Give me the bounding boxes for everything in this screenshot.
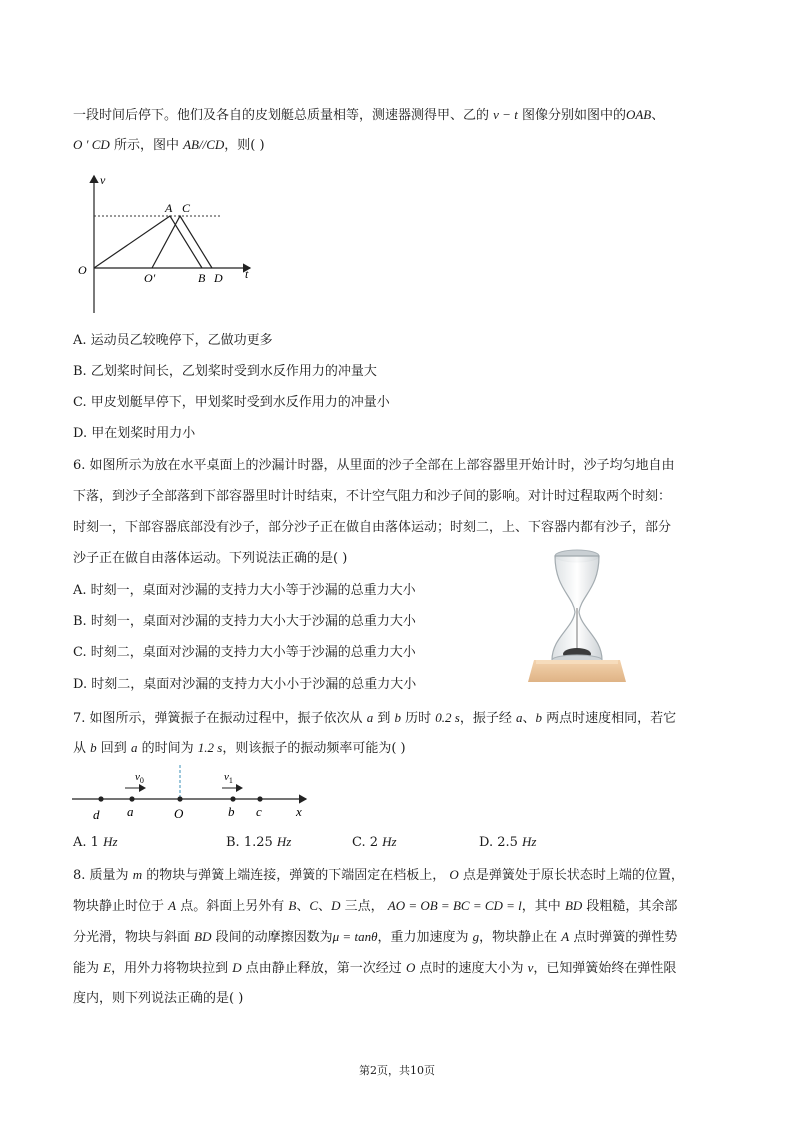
q6-option-b: B. 时刻一，桌面对沙漏的支持力大小大于沙漏的总重力大小 (73, 614, 416, 629)
label-a: A (165, 201, 173, 215)
point-o (177, 796, 182, 801)
q7-option-c (352, 832, 397, 853)
text: 的物块与弹簧上端连接，弹簧的下端固定在档板上， (146, 868, 446, 883)
math-bd: BD (194, 929, 212, 944)
math-time: 0.2 s (435, 710, 460, 725)
text: ，用外力将物块拉到 (111, 961, 229, 976)
point-c (257, 796, 262, 801)
text: 点时弹簧的弹性势 (573, 930, 678, 945)
text: 段间的动摩擦因数为 (215, 930, 333, 945)
text: ，则( ) (224, 138, 265, 153)
math-d: D (331, 898, 341, 913)
text: 图像分别如图中的 (521, 108, 626, 123)
label-d: d (93, 807, 100, 822)
math-m: m (132, 867, 143, 882)
label-x: x (296, 804, 302, 819)
math-b: b (394, 710, 401, 725)
text: 、 (318, 899, 332, 914)
q8-stem-line-3 (73, 927, 677, 948)
math-v-t: v − t (493, 107, 518, 122)
q7-option-a (73, 832, 118, 853)
label-a: a (127, 804, 134, 819)
label-b: b (228, 804, 235, 819)
text: 点时的速度大小为 (419, 961, 524, 976)
text: 能为 (73, 961, 100, 976)
v-t-graph (70, 168, 270, 318)
text: 的时间为 (141, 741, 194, 756)
math-time: 1.2 s (197, 740, 223, 755)
math-b: b (535, 710, 543, 725)
text: 从 (73, 741, 87, 756)
math-a: a (516, 710, 523, 725)
text: ，物块静止在 (479, 930, 558, 945)
unit: Hz (522, 834, 537, 849)
q8-stem-line-2 (73, 896, 677, 917)
point-a (129, 796, 134, 801)
label-c: C (182, 201, 191, 215)
line-oab (94, 216, 202, 268)
q6-option-a: A. 时刻一，桌面对沙漏的支持力大小等于沙漏的总重力大小 (73, 583, 416, 598)
text: 物块静止时位于 (73, 899, 165, 914)
label-v: v (100, 173, 106, 187)
label-c: c (256, 804, 262, 819)
text: 历时 (405, 711, 432, 726)
math-equation: AO = OB = BC = CD = l (387, 898, 522, 913)
text: C. 2 (352, 835, 383, 850)
q7-option-d (479, 832, 536, 853)
unit: Hz (382, 834, 397, 849)
math-a: A (168, 898, 177, 913)
point-d (98, 796, 103, 801)
label-v0: $v_0$ (135, 771, 144, 785)
text: B. 1.25 (226, 835, 277, 850)
text: 分光滑，物块与斜面 (73, 930, 191, 945)
math-ocd: O ′ CD (73, 137, 110, 152)
hourglass-image (528, 548, 626, 682)
q6-option-c: C. 时刻二，桌面对沙漏的支持力大小等于沙漏的总重力大小 (73, 645, 416, 660)
q5-option-a: A. 运动员乙较晚停下，乙做功更多 (73, 333, 273, 348)
math-o: O (405, 960, 416, 975)
label-origin: O (78, 263, 87, 277)
q6-stem-line-3: 时刻一，下部容器底部没有沙子，部分沙子正在做自由落体运动；时刻二，上、下容器内都有沙子，部分 (73, 520, 672, 535)
page-footer: 第2页，共10页 (359, 1064, 435, 1077)
q6-stem-line-2: 下落，到沙子全部落到下部容器里时计时结束，不计空气阻力和沙子间的影响。对计时过程取两个时刻： (73, 489, 672, 504)
math-d: D (232, 960, 242, 975)
q8-stem-line-5: 度内，则下列说法正确的是( ) (73, 991, 244, 1006)
math-b: B (288, 898, 297, 913)
label-b: B (198, 271, 206, 285)
text: 、 (296, 899, 310, 914)
math-oab: OAB (625, 107, 652, 122)
label-d: D (214, 271, 223, 285)
q5-option-c: C. 甲皮划艇早停下，甲划桨时受到水反作用力的冲量小 (73, 395, 390, 410)
q5-option-d: D. 甲在划桨时用力小 (73, 426, 196, 441)
q6-stem-line-1: 6. 如图所示为放在水平桌面上的沙漏计时器，从里面的沙子全部在上部容器里开始计时，沙子均匀地自由 (73, 458, 675, 473)
math-e: E (103, 960, 112, 975)
text: 段粗糙，其余部 (586, 899, 678, 914)
text: 点是弹簧处于原长状态时上端的位置， (462, 868, 684, 883)
text: A. 1 (73, 835, 104, 850)
math-v: v (527, 960, 534, 975)
text: ，则该振子的振动频率可能为( ) (222, 741, 406, 756)
math-mu: μ = tanθ (332, 929, 378, 944)
spring-oscillator-figure (70, 763, 320, 825)
math-a: A (561, 929, 570, 944)
text: D. 2.5 (479, 835, 523, 850)
math-o: O (449, 867, 459, 882)
line-o-cd (152, 216, 212, 268)
text: ，其中 (521, 899, 561, 914)
text: 、 (522, 711, 536, 726)
text: 回到 (100, 741, 127, 756)
label-o: O (174, 806, 184, 821)
q6-stem-line-4: 沙子正在做自由落体运动。下列说法正确的是( ) (73, 551, 348, 566)
math-a: a (130, 740, 138, 755)
text: ，已知弹簧始终在弹性限 (533, 961, 677, 976)
math-bd: BD (564, 898, 583, 913)
math-g: g (472, 929, 480, 944)
unit: Hz (276, 834, 292, 849)
q7-stem-line-1 (73, 708, 676, 729)
unit: Hz (103, 834, 118, 849)
math-ab-cd: AB//CD (183, 137, 225, 152)
text: 三点， (344, 899, 384, 914)
text: 两点时速度相同，若它 (546, 711, 677, 726)
text: ，重力加速度为 (377, 930, 469, 945)
label-v1: $v_1$ (224, 771, 233, 785)
q7-stem-line-2 (73, 738, 406, 759)
q5-stem-line-1 (73, 105, 664, 126)
text: ，振子经 (459, 711, 512, 726)
text: 点。斜面上另外有 (180, 899, 285, 914)
point-b (230, 796, 235, 801)
math-b: b (90, 740, 97, 755)
text: 点由静止释放，第一次经过 (245, 961, 402, 976)
text: 所示，图中 (113, 138, 179, 153)
q6-option-d: D. 时刻二，桌面对沙漏的支持力大小小于沙漏的总重力大小 (73, 677, 417, 692)
q7-option-b (226, 832, 291, 853)
math-c: C (309, 898, 319, 913)
q5-stem-line-2 (73, 135, 265, 156)
text: 、 (651, 108, 665, 123)
q8-stem-line-4 (73, 958, 676, 979)
math-a: a (366, 710, 374, 725)
q8-stem-line-1 (73, 865, 684, 886)
text: 7. 如图所示，弹簧振子在振动过程中，振子依次从 (73, 711, 363, 726)
text: 一段时间后停下。他们及各自的皮划艇总质量相等，测速器测得甲、乙的 (73, 108, 490, 123)
label-t: t (245, 267, 249, 281)
label-o-prime: O′ (144, 271, 156, 285)
q5-option-b: B. 乙划桨时间长，乙划桨时受到水反作用力的冲量大 (73, 364, 377, 379)
text: 到 (377, 711, 391, 726)
text: 8. 质量为 (73, 868, 129, 883)
